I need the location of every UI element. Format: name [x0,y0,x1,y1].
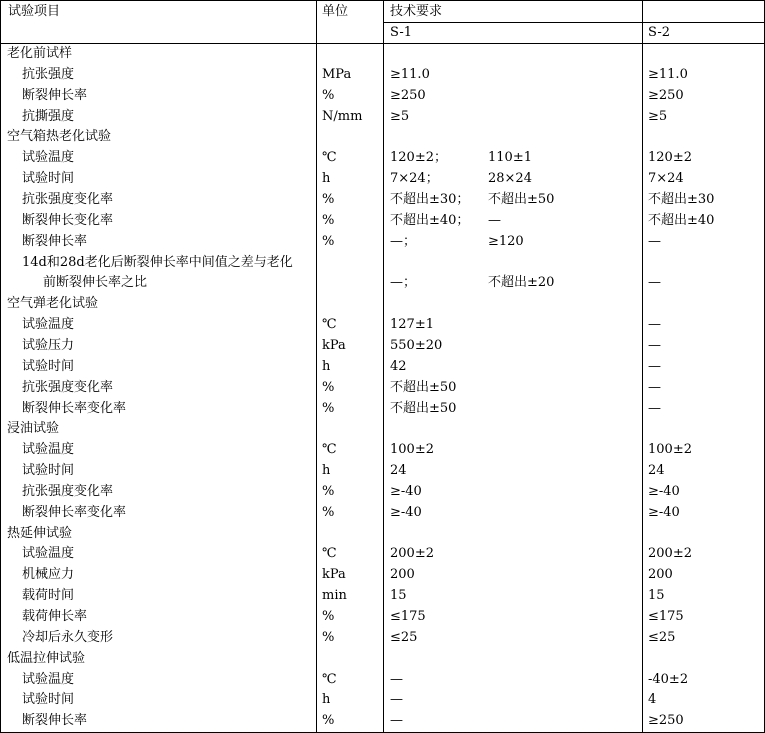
row-s2-value: — [648,233,661,249]
row-item: 断裂伸长变化率 [22,212,114,228]
row-s1-value: ≥-40 [390,483,422,499]
row-item: 断裂伸长率 [22,87,88,103]
row-s1-value: — [390,692,403,708]
row-s1-value: ≥250 [390,87,426,103]
row-item: 冷却后永久变形 [22,629,114,645]
row-item: 断裂伸长率变化率 [22,400,127,416]
row-unit: % [322,483,335,499]
row-unit: ℃ [322,317,337,333]
row-item: 抗张强度 [22,66,75,82]
row-unit: % [322,87,335,103]
row-s1-value: 24 [390,463,407,478]
row-item: 试验温度 [22,442,75,458]
row-s2-value: 不超出±40 [648,212,715,228]
row-s1-value: 不超出±30； [390,192,470,207]
row-s2-value: ≥250 [648,713,684,729]
row-unit: kPa [322,567,346,583]
grid-line [0,43,765,44]
row-s1-alt-value: ≥120 [488,233,524,249]
row-item: 试验温度 [22,317,75,333]
row-s1-alt-value: 不超出±20 [488,275,555,291]
row-s2-value: 4 [648,692,657,708]
row-s1-value: — [390,713,403,729]
row-s1-alt-value: 不超出±50 [488,192,555,207]
row-item: 前断裂伸长率之比 [43,275,148,291]
header-unit: 单位 [322,4,349,19]
row-s2-value: ≤175 [648,609,684,624]
row-unit: h [322,171,331,187]
row-s1-alt-value: 28×24 [488,171,532,187]
row-item: 试验压力 [22,337,75,353]
row-s1-value: ≥5 [390,108,410,124]
row-s1-value: 550±20 [390,337,443,353]
row-item: 载荷时间 [22,588,75,604]
row-s2-value: -40±2 [648,671,689,687]
row-s1-value: ≥11.0 [390,66,430,82]
row-unit: N/mm [322,108,363,124]
row-unit: ℃ [322,671,337,687]
row-unit: % [322,212,335,228]
row-s1-value: ≥-40 [390,504,422,520]
grid-line [642,0,643,733]
header-item: 试验项目 [8,4,61,19]
row-unit: % [322,233,335,249]
row-unit: % [322,192,335,207]
row-s1-value: 7×24； [390,171,439,187]
row-unit: % [322,609,335,624]
row-s2-value: ≥11.0 [648,66,688,82]
row-item: 断裂伸长率 [22,233,88,249]
row-s2-value: — [648,337,661,353]
row-s1-alt-value: 110±1 [488,150,532,166]
row-item: 断裂伸长率 [22,713,88,729]
row-s2-value: — [648,317,661,333]
row-s1-value: 不超出±50 [390,400,457,416]
row-unit: % [322,713,335,729]
row-unit: h [322,463,331,478]
row-s1-value: 不超出±40； [390,212,470,228]
row-unit: MPa [322,66,352,82]
header-requirement: 技术要求 [390,4,443,19]
row-s2-value: ≥5 [648,108,668,124]
row-item: 空气弹老化试验 [7,296,99,312]
grid-line [316,0,317,733]
row-unit: h [322,692,331,708]
row-item: 热延伸试验 [7,525,73,541]
row-s2-value: 200±2 [648,546,692,562]
row-s2-value: — [648,400,661,416]
row-s1-value: 15 [390,588,407,604]
row-item: 抗张强度变化率 [22,192,114,207]
row-s1-value: 100±2 [390,442,434,458]
grid-line [0,0,1,733]
row-s2-value: ≤25 [648,629,676,645]
row-item: 载荷伸长率 [22,609,88,624]
row-s2-value: ≥-40 [648,504,680,520]
row-item: 断裂伸长率变化率 [22,504,127,520]
row-s1-value: 120±2； [390,150,447,166]
row-s2-value: 100±2 [648,442,692,458]
row-item: 浸油试验 [7,421,60,437]
row-item: 试验温度 [22,671,75,687]
row-s1-value: 200 [390,567,415,583]
row-item: 试验时间 [22,171,75,187]
header-s2: S-2 [648,25,671,40]
row-item: 抗撕强度 [22,108,75,124]
row-item: 14d和28d老化后断裂伸长率中间值之差与老化 [22,254,293,270]
row-s2-value: 200 [648,567,673,583]
row-item: 试验时间 [22,358,75,374]
row-s1-value: ≤25 [390,629,418,645]
grid-line [383,0,384,733]
row-item: 试验时间 [22,692,75,708]
row-s2-value: ≥250 [648,87,684,103]
row-s1-value: 127±1 [390,317,434,333]
row-s1-value: —； [390,233,417,249]
row-s1-value: 200±2 [390,546,434,562]
row-item: 试验温度 [22,150,75,166]
row-s2-value: — [648,275,661,291]
header-s1: S-1 [390,25,413,40]
row-s2-value: 7×24 [648,171,684,187]
row-unit: min [322,588,347,604]
row-s1-value: ≤175 [390,609,426,624]
row-unit: h [322,358,331,374]
row-unit: kPa [322,337,346,353]
row-item: 机械应力 [22,567,75,583]
row-item: 抗张强度变化率 [22,379,114,395]
row-unit: ℃ [322,150,337,166]
row-unit: % [322,400,335,416]
row-item: 试验温度 [22,546,75,562]
row-s2-value: — [648,358,661,374]
row-s2-value: 15 [648,588,665,604]
row-unit: % [322,379,335,395]
row-unit: % [322,504,335,520]
row-unit: ℃ [322,442,337,458]
grid-line [0,0,765,1]
row-s2-value: 120±2 [648,150,692,166]
row-item: 老化前试样 [7,46,73,61]
row-item: 试验时间 [22,463,75,478]
row-item: 低温拉伸试验 [7,650,86,666]
row-s1-value: —； [390,275,417,291]
row-s1-value: 42 [390,358,407,374]
row-s2-value: — [648,379,661,395]
row-item: 抗张强度变化率 [22,483,114,499]
row-item: 空气箱热老化试验 [7,129,112,145]
row-s1-alt-value: — [488,212,501,228]
row-s2-value: 24 [648,463,665,478]
grid-line [383,22,765,23]
row-s1-value: — [390,671,403,687]
row-s1-value: 不超出±50 [390,379,457,395]
row-unit: % [322,629,335,645]
row-s2-value: 不超出±30 [648,192,715,207]
row-s2-value: ≥-40 [648,483,680,499]
row-unit: ℃ [322,546,337,562]
